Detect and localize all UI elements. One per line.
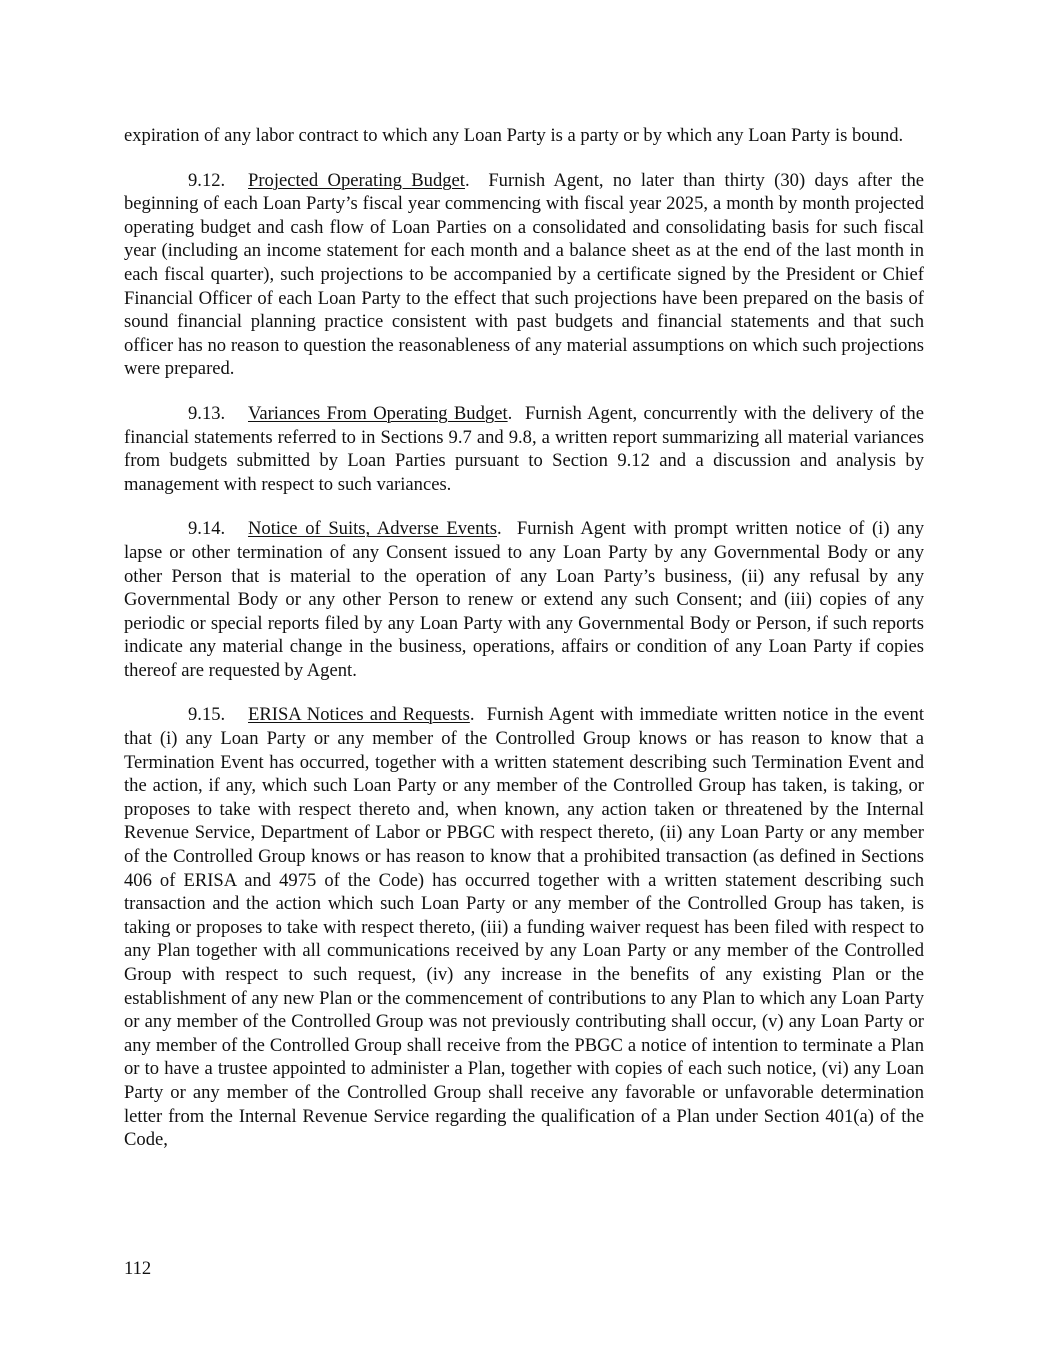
section-number: 9.13. (188, 402, 226, 424)
section-title: Variances From Operating Budget (248, 402, 508, 424)
section-9-15 (124, 703, 924, 1151)
section-9-12 (124, 169, 924, 381)
section-number: 9.12. (188, 169, 226, 191)
section-9-13 (124, 402, 924, 496)
section-number: 9.15. (188, 704, 226, 726)
section-body: Furnish Agent, no later than thirty (30) days after the beginning of each Loan Party’s fiscal year commencing with fiscal year 2025, a month by month projected operating budget and cash flow of Loan Parties on a consolidated and consolidating basis for such fiscal year (including an income statement for each month and a balance sheet as at the end of the last month in each fiscal quarter), such projections to be accompanied by a certificate signed by the President or Chief Financial Officer of each Loan Party to the effect that such projections have been prepared on the basis of sound financial planning practice consistent with past budgets and financial statements and that such officer has no reason to question the reasonableness of any material assumptions on which such projections were prepared. (124, 169, 925, 380)
section-title: Notice of Suits, Adverse Events (248, 518, 497, 540)
page-number: 112 (124, 1258, 152, 1279)
section-title-punct: . (507, 402, 513, 424)
continuation-paragraph: expiration of any labor contract to which any Loan Party is a party or by which any Loan Party is bound. (124, 125, 904, 146)
section-body: Furnish Agent, concurrently with the delivery of the financial statements referred to in Sections 9.7 and 9.8, a written report summarizing all material variances from budgets submitted by Loan Parties pursuant to Section 9.12 and a discussion and analysis by management with respect to such variances. (124, 402, 924, 495)
section-title-punct: . (496, 518, 502, 540)
document-body (124, 124, 924, 1152)
section-title-punct: . (464, 169, 470, 191)
section-title: ERISA Notices and Requests (248, 704, 470, 726)
section-number: 9.14. (188, 518, 226, 540)
section-title-punct: . (469, 704, 475, 726)
section-title: Projected Operating Budget (248, 169, 465, 191)
section-body: Furnish Agent with immediate written notice in the event that (i) any Loan Party or any member of the Controlled Group knows or has reason to know that a Termination Event has occurred, together with a written statement describing such Termination Event and the action, if any, which such Loan Party or any member of the Controlled Group has taken, is taking, or proposes to take with respect thereto and, when known, any action taken or threatened by the Internal Revenue Service, Department of Labor or PBGC with respect thereto, (ii) any Loan Party or any member of the Controlled Group knows or has reason to know that a prohibited transaction (as defined in Sections 406 of ERISA and 4975 of the Code) has occurred together with a written statement describing such transaction and the action which such Loan Party or any member of the Controlled Group has taken, is taking or proposes to take with respect thereto, (iii) a funding waiver request has been filed with respect to any Plan together with all communications received by any Loan Party or any member of the Controlled Group with respect to such request, (iv) any increase in the benefits of any existing Plan or the establishment of any new Plan or the commencement of contributions to any Plan to which any Loan Party or any member of the Controlled Group was not previously contributing shall occur, (v) any Loan Party or any member of the Controlled Group shall receive from the PBGC a notice of intention to terminate a Plan or to have a trustee appointed to administer a Plan, together with copies of each such notice, (vi) any Loan Party or any member of the Controlled Group shall receive any favorable or unfavorable determination letter from the Internal Revenue Service regarding the qualification of a Plan under Section 401(a) of the Code, (124, 704, 924, 1151)
section-9-14 (124, 517, 924, 682)
section-body: Furnish Agent with prompt written notice of (i) any lapse or other termination of any Consent issued to any Loan Party by any Governmental Body or any other Person that is material to the operation of any Loan Party’s business, (ii) any refusal by any Governmental Body or any other Person to renew or extend any such Consent; and (iii) copies of any periodic or special reports filed by any Loan Party with any Governmental Body or Person, if such reports indicate any material change in the business, operations, affairs or condition of any Loan Party if copies thereof are requested by Agent. (124, 518, 924, 681)
